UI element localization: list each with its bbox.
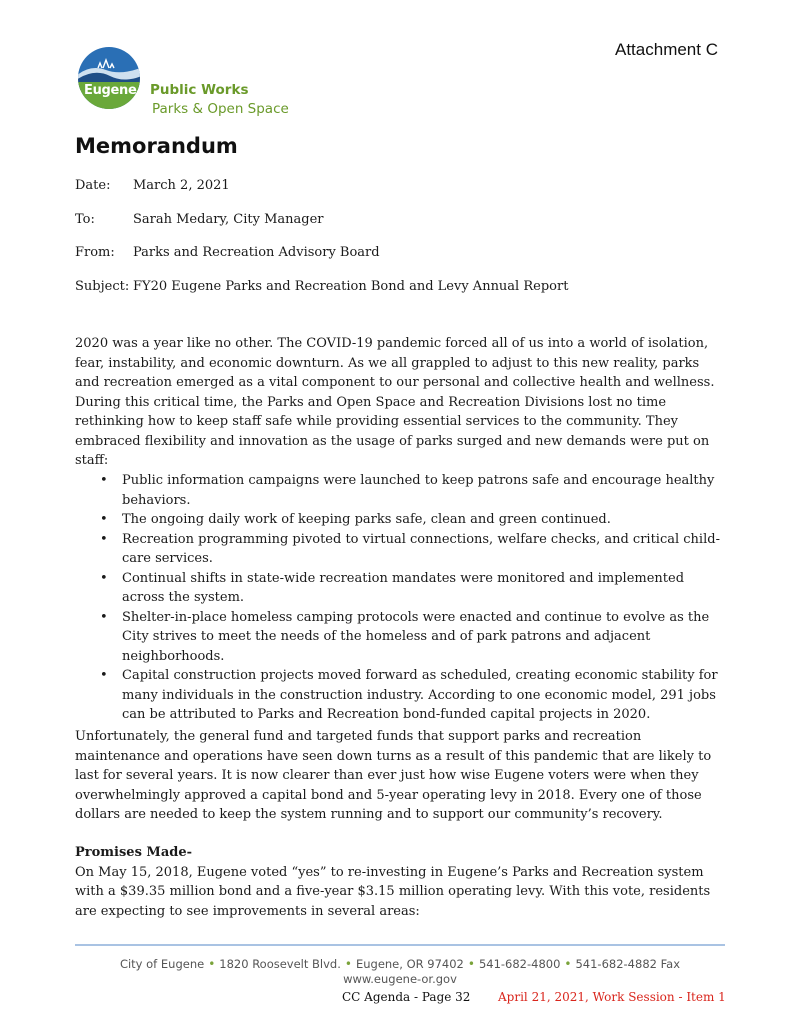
memo-from-row [75,245,380,260]
memo-to-row [75,212,324,227]
subject-label: Subject: [75,279,130,294]
promises-section [75,843,725,921]
subject-value: FY20 Eugene Parks and Recreation Bond and Levy Annual Report [133,279,569,294]
list-item: • Recreation programming pivoted to virtual connections, welfare checks, and critical child-care services. [75,530,720,569]
response-list [75,471,720,725]
footer-website[interactable]: www.eugene-or.gov [343,972,457,986]
logo-line-parks: Parks & Open Space [152,101,289,117]
intro-paragraph [75,334,725,471]
funding-text: Unfortunately, the general fund and targeted funds that support parks and recreation maintenance and operations have seen down turns as a result of this pandemic that are likely to last for several years. It is now clearer than ever just how wise Eugene voters were when they overwhelmingly approved a capital bond and 5-year operating levy in 2018. Every one of those dollars are needed to keep the system running and to support our community’s recovery. [75,729,712,822]
logo-badge-text: Eugene [84,83,137,98]
to-label: To: [75,212,95,227]
agenda-page-number: CC Agenda - Page 32 [342,990,471,1004]
list-item: • Continual shifts in state-wide recreation mandates were monitored and implemented across the system. [75,569,720,608]
work-session-label: April 21, 2021, Work Session - Item 1 [498,990,726,1004]
memo-title: Memorandum [75,134,238,158]
list-item: • The ongoing daily work of keeping parks safe, clean and green continued. [75,510,720,530]
list-item: • Shelter-in-place homeless camping protocols were enacted and continue to evolve as the City strives to meet the needs of the homeless and of park patrons and adjacent neighborhoods. [75,608,720,667]
memo-date-row [75,178,230,193]
from-value: Parks and Recreation Advisory Board [133,245,380,260]
funding-paragraph [75,727,725,825]
to-value: Sarah Medary, City Manager [133,212,324,227]
bullet-dot-icon: • [564,957,572,971]
promises-text: On May 15, 2018, Eugene voted “yes” to re-investing in Eugene’s Parks and Recreation system with a $39.35 million bond and a five-year $3.15 million operating levy. With this vote, residents are expecting to see improvements in several areas: [75,864,711,919]
footer-divider [75,944,725,946]
list-item: • Capital construction projects moved forward as scheduled, creating economic stability for many individuals in the construction industry. According to one economic model, 291 jobs can be attributed to Parks and Recreation bond-funded capital projects in 2020. [75,666,720,725]
footer-org: City of Eugene [119,957,205,971]
footer-city: Eugene, OR 97402 [355,957,464,971]
memo-subject-row [75,279,568,294]
from-label: From: [75,245,115,260]
date-value: March 2, 2021 [133,178,230,193]
list-item: • Public information campaigns were launched to keep patrons safe and encourage healthy behaviors. [75,471,720,510]
bullet-dot-icon: • [208,957,216,971]
footer-contact [75,957,725,971]
date-label: Date: [75,178,111,193]
attachment-label: Attachment C [615,40,718,59]
footer-phone: 541-682-4800 [478,957,561,971]
promises-heading: Promises Made- [75,845,192,860]
logo-line-public-works: Public Works [150,82,249,98]
intro-text: 2020 was a year like no other. The COVID-19 pandemic forced all of us into a world of isolation, fear, instability, and economic downturn. As we all grappled to adjust to this new reality, parks and recreation emerged as a vital component to our personal and collective health and wellness. During this critical time, the Parks and Open Space and Recreation Divisions lost no time rethinking how to keep staff safe while providing essential services to the community. They embraced flexibility and innovation as the usage of parks surged and new demands were put on staff: [75,336,715,468]
logo-emblem-icon [76,46,146,112]
footer-fax: 541-682-4882 Fax [575,957,681,971]
eugene-public-works-logo [76,46,296,120]
bullet-dot-icon: • [344,957,352,971]
footer-address: 1820 Roosevelt Blvd. [219,957,341,971]
bullet-dot-icon: • [467,957,475,971]
